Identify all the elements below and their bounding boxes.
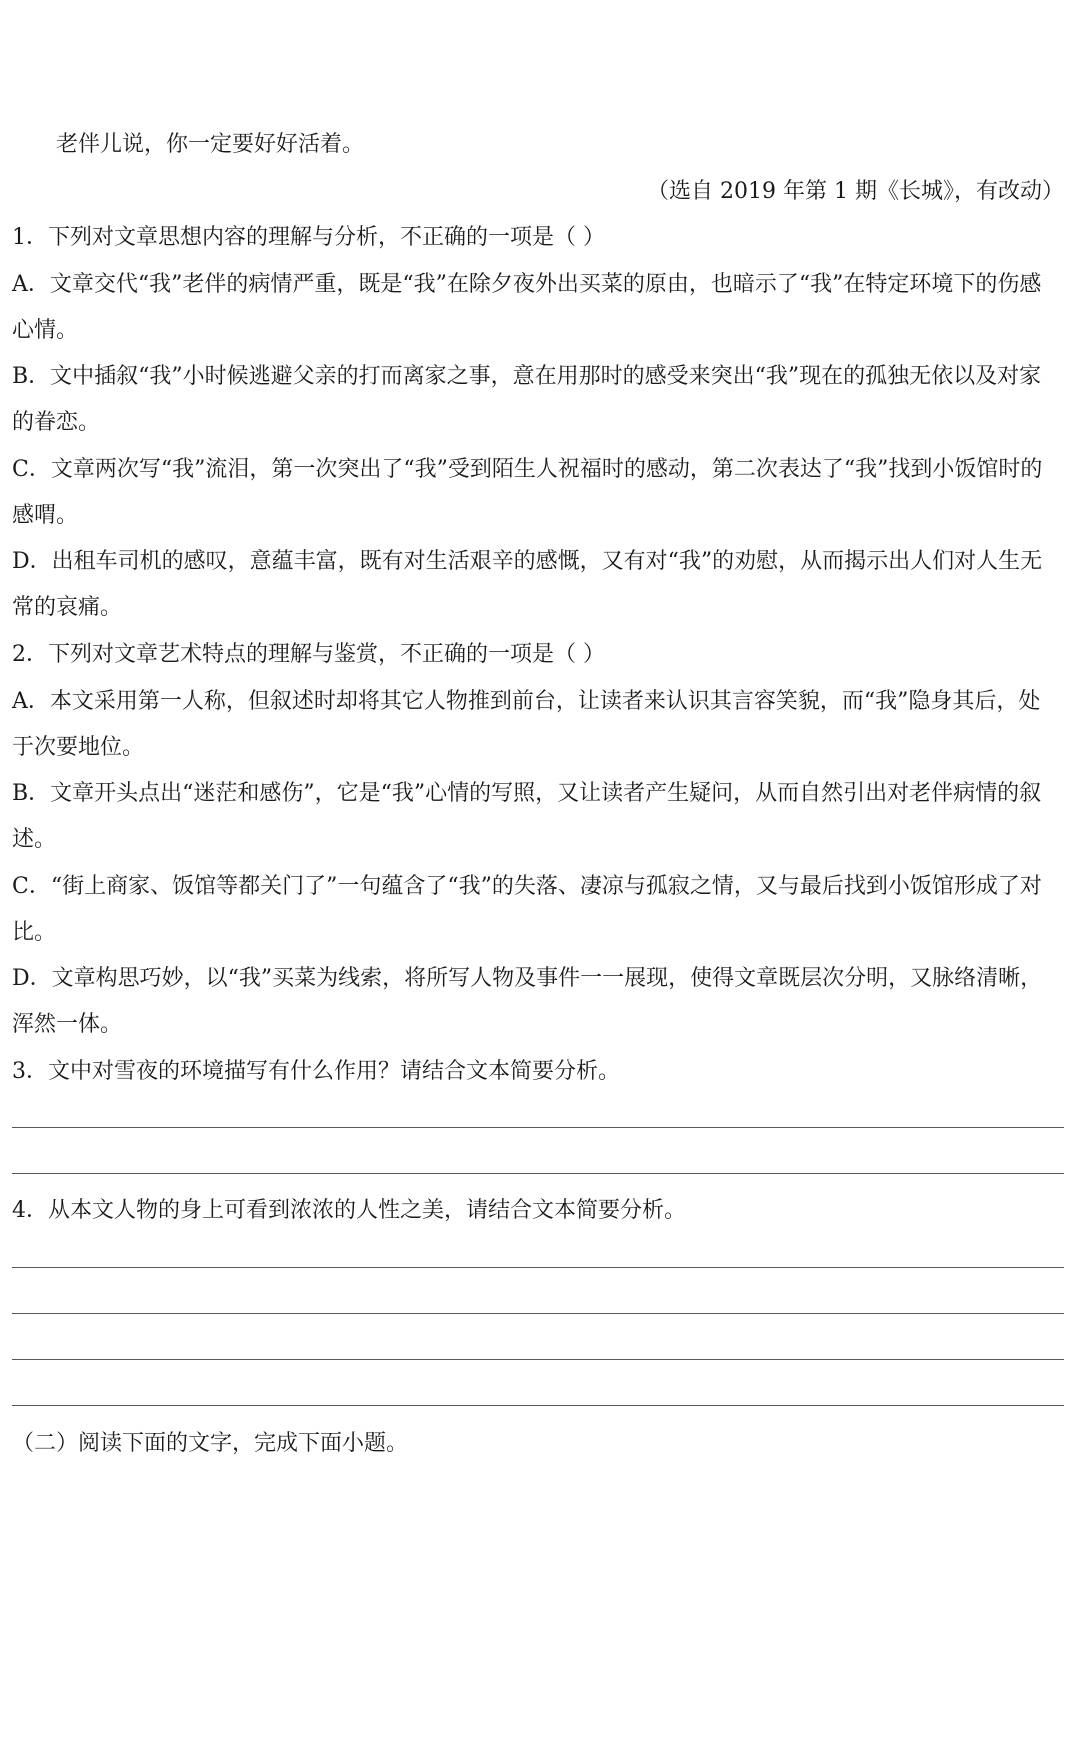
q4-answer-line-4[interactable] <box>12 1405 1064 1406</box>
q1-option-d-line2: 常的哀痛。 <box>12 595 123 620</box>
q1-option-c-line2: 感喟。 <box>12 503 79 528</box>
q2-option-d-line1: D．文章构思巧妙，以“我”买菜为线索，将所写人物及事件一一展现，使得文章既层次分明，又脉络清晰， <box>12 966 1043 991</box>
q3-stem: 3．文中对雪夜的环境描写有什么作用？请结合文本简要分析。 <box>12 1059 620 1084</box>
q2-option-c-line1: C．“街上商家、饭馆等都关门了”一句蕴含了“我”的失落、凄凉与孤寂之情，又与最后找到小饭馆形成了对 <box>12 874 1042 899</box>
q2-option-b-line2: 述。 <box>12 827 57 852</box>
q1-option-a-line2: 心情。 <box>12 318 79 343</box>
q1-stem: 1．下列对文章思想内容的理解与分析，不正确的一项是（ ） <box>12 225 605 250</box>
q2-option-a-line2: 于次要地位。 <box>12 735 145 760</box>
q4-answer-line-1[interactable] <box>12 1267 1064 1268</box>
q2-option-b-line1: B．文章开头点出“迷茫和感伤”，它是“我”心情的写照，又让读者产生疑问，从而自然引出对老伴病情的叙 <box>12 781 1042 806</box>
exam-page <box>12 0 1064 1750</box>
q1-option-b-line2: 的眷恋。 <box>12 410 101 435</box>
q1-option-c-line1: C．文章两次写“我”流泪，第一次突出了“我”受到陌生人祝福时的感动，第二次表达了“我”找到小饭馆时的 <box>12 457 1043 482</box>
q2-option-d-line2: 浑然一体。 <box>12 1012 123 1037</box>
q3-answer-line-2[interactable] <box>12 1173 1064 1174</box>
q2-option-a-line1: A．本文采用第一人称，但叙述时却将其它人物推到前台，让读者来认识其言容笑貌，而“我”隐身其后，处 <box>12 689 1041 714</box>
passage-tail: 老伴儿说，你一定要好好活着。 <box>56 132 365 157</box>
q3-answer-line-1[interactable] <box>12 1127 1064 1128</box>
q2-stem: 2．下列对文章艺术特点的理解与鉴赏，不正确的一项是（ ） <box>12 642 605 667</box>
q1-option-b-line1: B．文中插叙“我”小时候逃避父亲的打而离家之事，意在用那时的感受来突出“我”现在的孤独无依以及对家 <box>12 364 1042 389</box>
q4-answer-line-2[interactable] <box>12 1313 1064 1314</box>
q2-option-c-line2: 比。 <box>12 920 57 945</box>
source-note: （选自 2019 年第 1 期《长城》，有改动） <box>647 179 1064 204</box>
q4-stem: 4．从本文人物的身上可看到浓浓的人性之美，请结合文本简要分析。 <box>12 1198 686 1223</box>
section-two-heading: （二）阅读下面的文字，完成下面小题。 <box>12 1431 409 1456</box>
q4-answer-line-3[interactable] <box>12 1359 1064 1360</box>
q1-option-d-line1: D．出租车司机的感叹，意蕴丰富，既有对生活艰辛的感慨，又有对“我”的劝慰，从而揭示出人们对人生无 <box>12 549 1043 574</box>
q1-option-a-line1: A．文章交代“我”老伴的病情严重，既是“我”在除夕夜外出买菜的原由，也暗示了“我”在特定环境下的伤感 <box>12 272 1042 297</box>
